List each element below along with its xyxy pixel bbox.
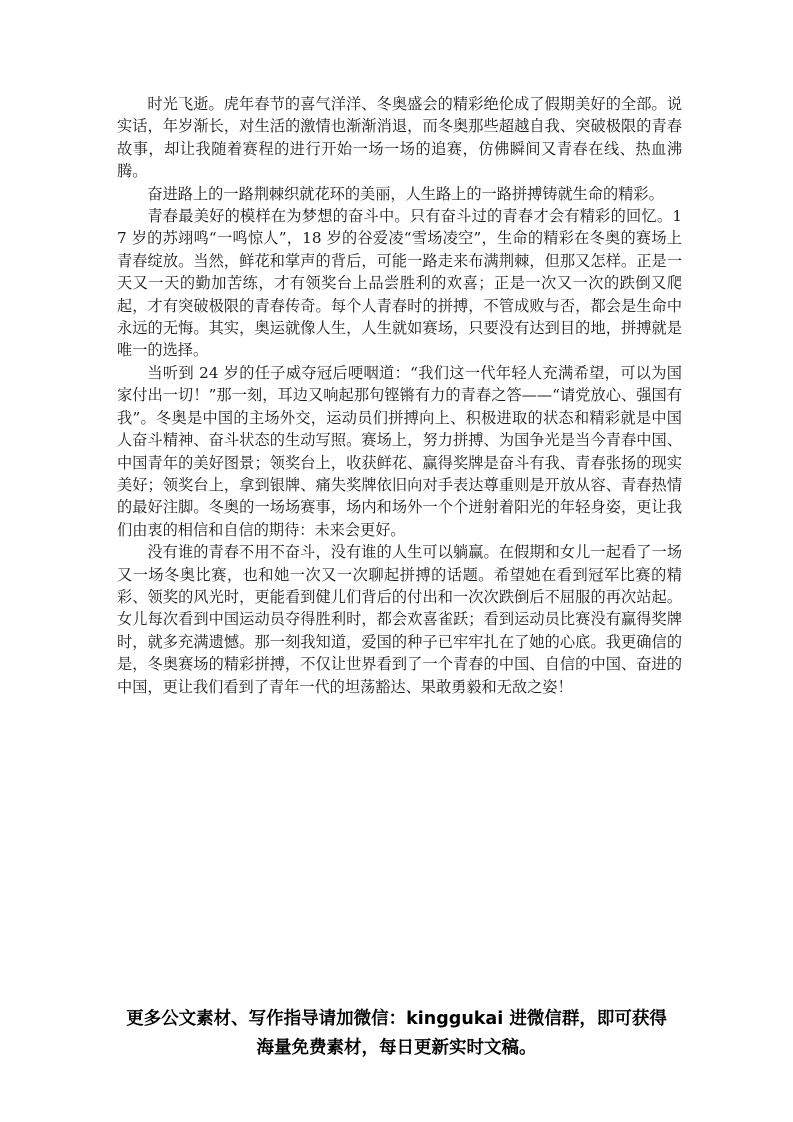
article-paragraph-4: 当听到 24 岁的任子威夺冠后哽咽道：“我们这一代年轻人充满希望，可以为国家付出一切！”那一刻，耳边又响起那句铿锵有力的青春之答——“请党放心、强国有我”。冬奥是中国的主场外交，运动员们拼搏向上、积极进取的状态和精彩就是中国人奋斗精神、奋斗状态的生动写照。赛场上，努力拼搏、为国争光是当今青春中国、中国青年的美好图景；领奖台上，收获鲜花、赢得奖牌是奋斗有我、青春张扬的现实美好；领奖台上，拿到银牌、痛失奖牌依旧向对手表达尊重则是开放从容、青春热情的最好注脚。冬奥的一场场赛事，场内和场外一个个迸射着阳光的年轻身姿，更让我们由衷的相信和自信的期待：未来会更好。 — [117, 363, 682, 539]
promo-footer — [110, 1005, 683, 1063]
article-paragraph-2: 奋进路上的一路荆棘织就花环的美丽，人生路上的一路拼搏铸就生命的精彩。 — [147, 184, 664, 203]
article-paragraph-5: 没有谁的青春不用不奋斗，没有谁的人生可以躺赢。在假期和女儿一起看了一场又一场冬奥比赛，也和她一次又一次聊起拼搏的话题。希望她在看到冠军比赛的精彩、领奖的风光时，更能看到健儿们背后的付出和一次次跌倒后不屈服的再次站起。女儿每次看到中国运动员夺得胜利时，都会欢喜雀跃；看到运动员比赛没有赢得奖牌时，就多充满遗憾。那一刻我知道，爱国的种子已牢牢扎在了她的心底。我更确信的是，冬奥赛场的精彩拼搏，不仅让世界看到了一个青春的中国、自信的中国、奋进的中国，更让我们看到了青年一代的坦荡豁达、果敢勇毅和无敌之姿！ — [117, 543, 682, 696]
promo-footer-line-1: 更多公文素材、写作指导请加微信：kinggukai 进微信群，即可获得 — [126, 1009, 667, 1029]
article-body — [117, 93, 682, 698]
article-paragraph-3: 青春最美好的模样在为梦想的奋斗中。只有奋斗过的青春才会有精彩的回忆。17 岁的苏翊鸣“一鸣惊人”，18 岁的谷爱凌“雪场凌空”，生命的精彩在冬奥的赛场上青春绽放。当然，鲜花和掌声的背后，可能一路走来布满荆棘，但那又怎样。正是一天又一天的勤加苦练，才有领奖台上品尝胜利的欢喜；正是一次又一次的跌倒又爬起，才有突破极限的青春传奇。每个人青春时的拼搏，不管成败与否，都会是生命中永远的无悔。其实，奥运就像人生，人生就如赛场，只要没有达到目的地，拼搏就是唯一的选择。 — [117, 207, 682, 360]
promo-footer-line-2: 海量免费素材，每日更新实时文稿。 — [256, 1038, 537, 1058]
article-paragraph-1: 时光飞逝。虎年春节的喜气洋洋、冬奥盛会的精彩绝伦成了假期美好的全部。说实话，年岁渐长，对生活的激情也渐渐消退，而冬奥那些超越自我、突破极限的青春故事，却让我随着赛程的进行开始一场一场的追赛，仿佛瞬间又青春在线、热血沸腾。 — [117, 95, 682, 181]
